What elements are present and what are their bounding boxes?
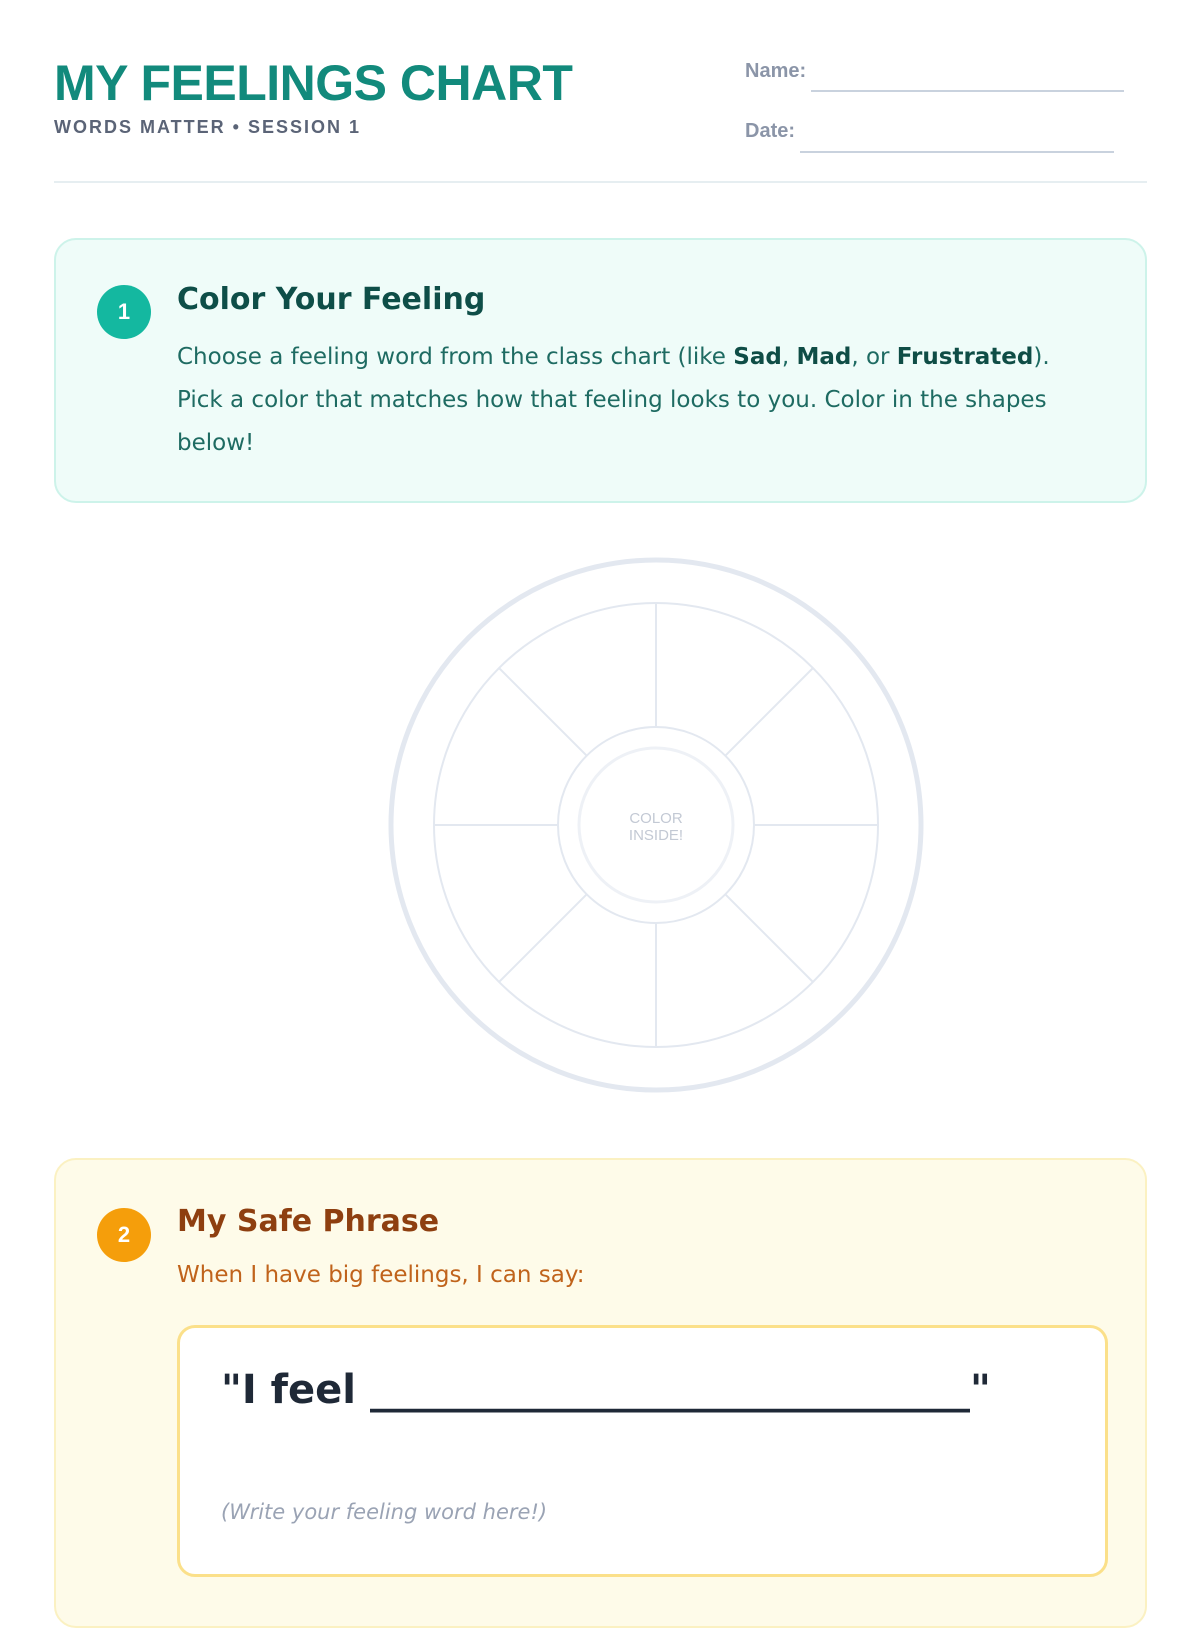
instruction-separator: , or bbox=[851, 344, 897, 370]
name-field[interactable] bbox=[811, 90, 1124, 92]
wheel-spoke bbox=[725, 894, 813, 982]
step-1-title: Color Your Feeling bbox=[177, 282, 486, 317]
wheel-center-label: INSIDE! bbox=[628, 827, 684, 844]
worksheet-page bbox=[54, 0, 1147, 1600]
step-1-card bbox=[54, 238, 1147, 503]
header-divider bbox=[54, 181, 1147, 183]
wheel-spoke bbox=[499, 894, 587, 982]
safe-phrase: "I feel ______________________________" bbox=[221, 1367, 991, 1413]
step-2-subtext: When I have big feelings, I can say: bbox=[177, 1262, 585, 1288]
feeling-word-mad: Mad bbox=[796, 344, 852, 370]
step-1-badge: 1 bbox=[97, 285, 151, 339]
instruction-text: ). Pick a color that matches how that feeling looks to you. Color in the shapes below! bbox=[177, 344, 1050, 456]
date-field[interactable] bbox=[800, 151, 1114, 153]
wheel-spoke bbox=[499, 668, 587, 756]
safe-phrase-hint: (Write your feeling word here!) bbox=[221, 1500, 548, 1524]
instruction-text: Choose a feeling word from the class chart (like bbox=[177, 344, 734, 370]
step-2-badge: 2 bbox=[97, 1208, 151, 1262]
page-subtitle: WORDS MATTER • SESSION 1 bbox=[54, 117, 361, 137]
wheel-center-label: COLOR bbox=[629, 810, 683, 827]
feelings-wheel[interactable] bbox=[388, 557, 924, 1093]
instruction-separator: , bbox=[781, 344, 797, 370]
name-label: Name: bbox=[745, 60, 807, 82]
page-title: MY FEELINGS CHART bbox=[54, 55, 573, 111]
step-1-instructions bbox=[177, 336, 1097, 465]
step-2-title: My Safe Phrase bbox=[177, 1204, 440, 1239]
step-2-card bbox=[54, 1158, 1147, 1628]
feeling-word-sad: Sad bbox=[733, 344, 782, 370]
safe-phrase-box[interactable] bbox=[177, 1325, 1108, 1577]
wheel-spoke bbox=[725, 668, 813, 756]
date-label: Date: bbox=[745, 120, 796, 142]
feeling-word-frustrated: Frustrated bbox=[896, 344, 1034, 370]
